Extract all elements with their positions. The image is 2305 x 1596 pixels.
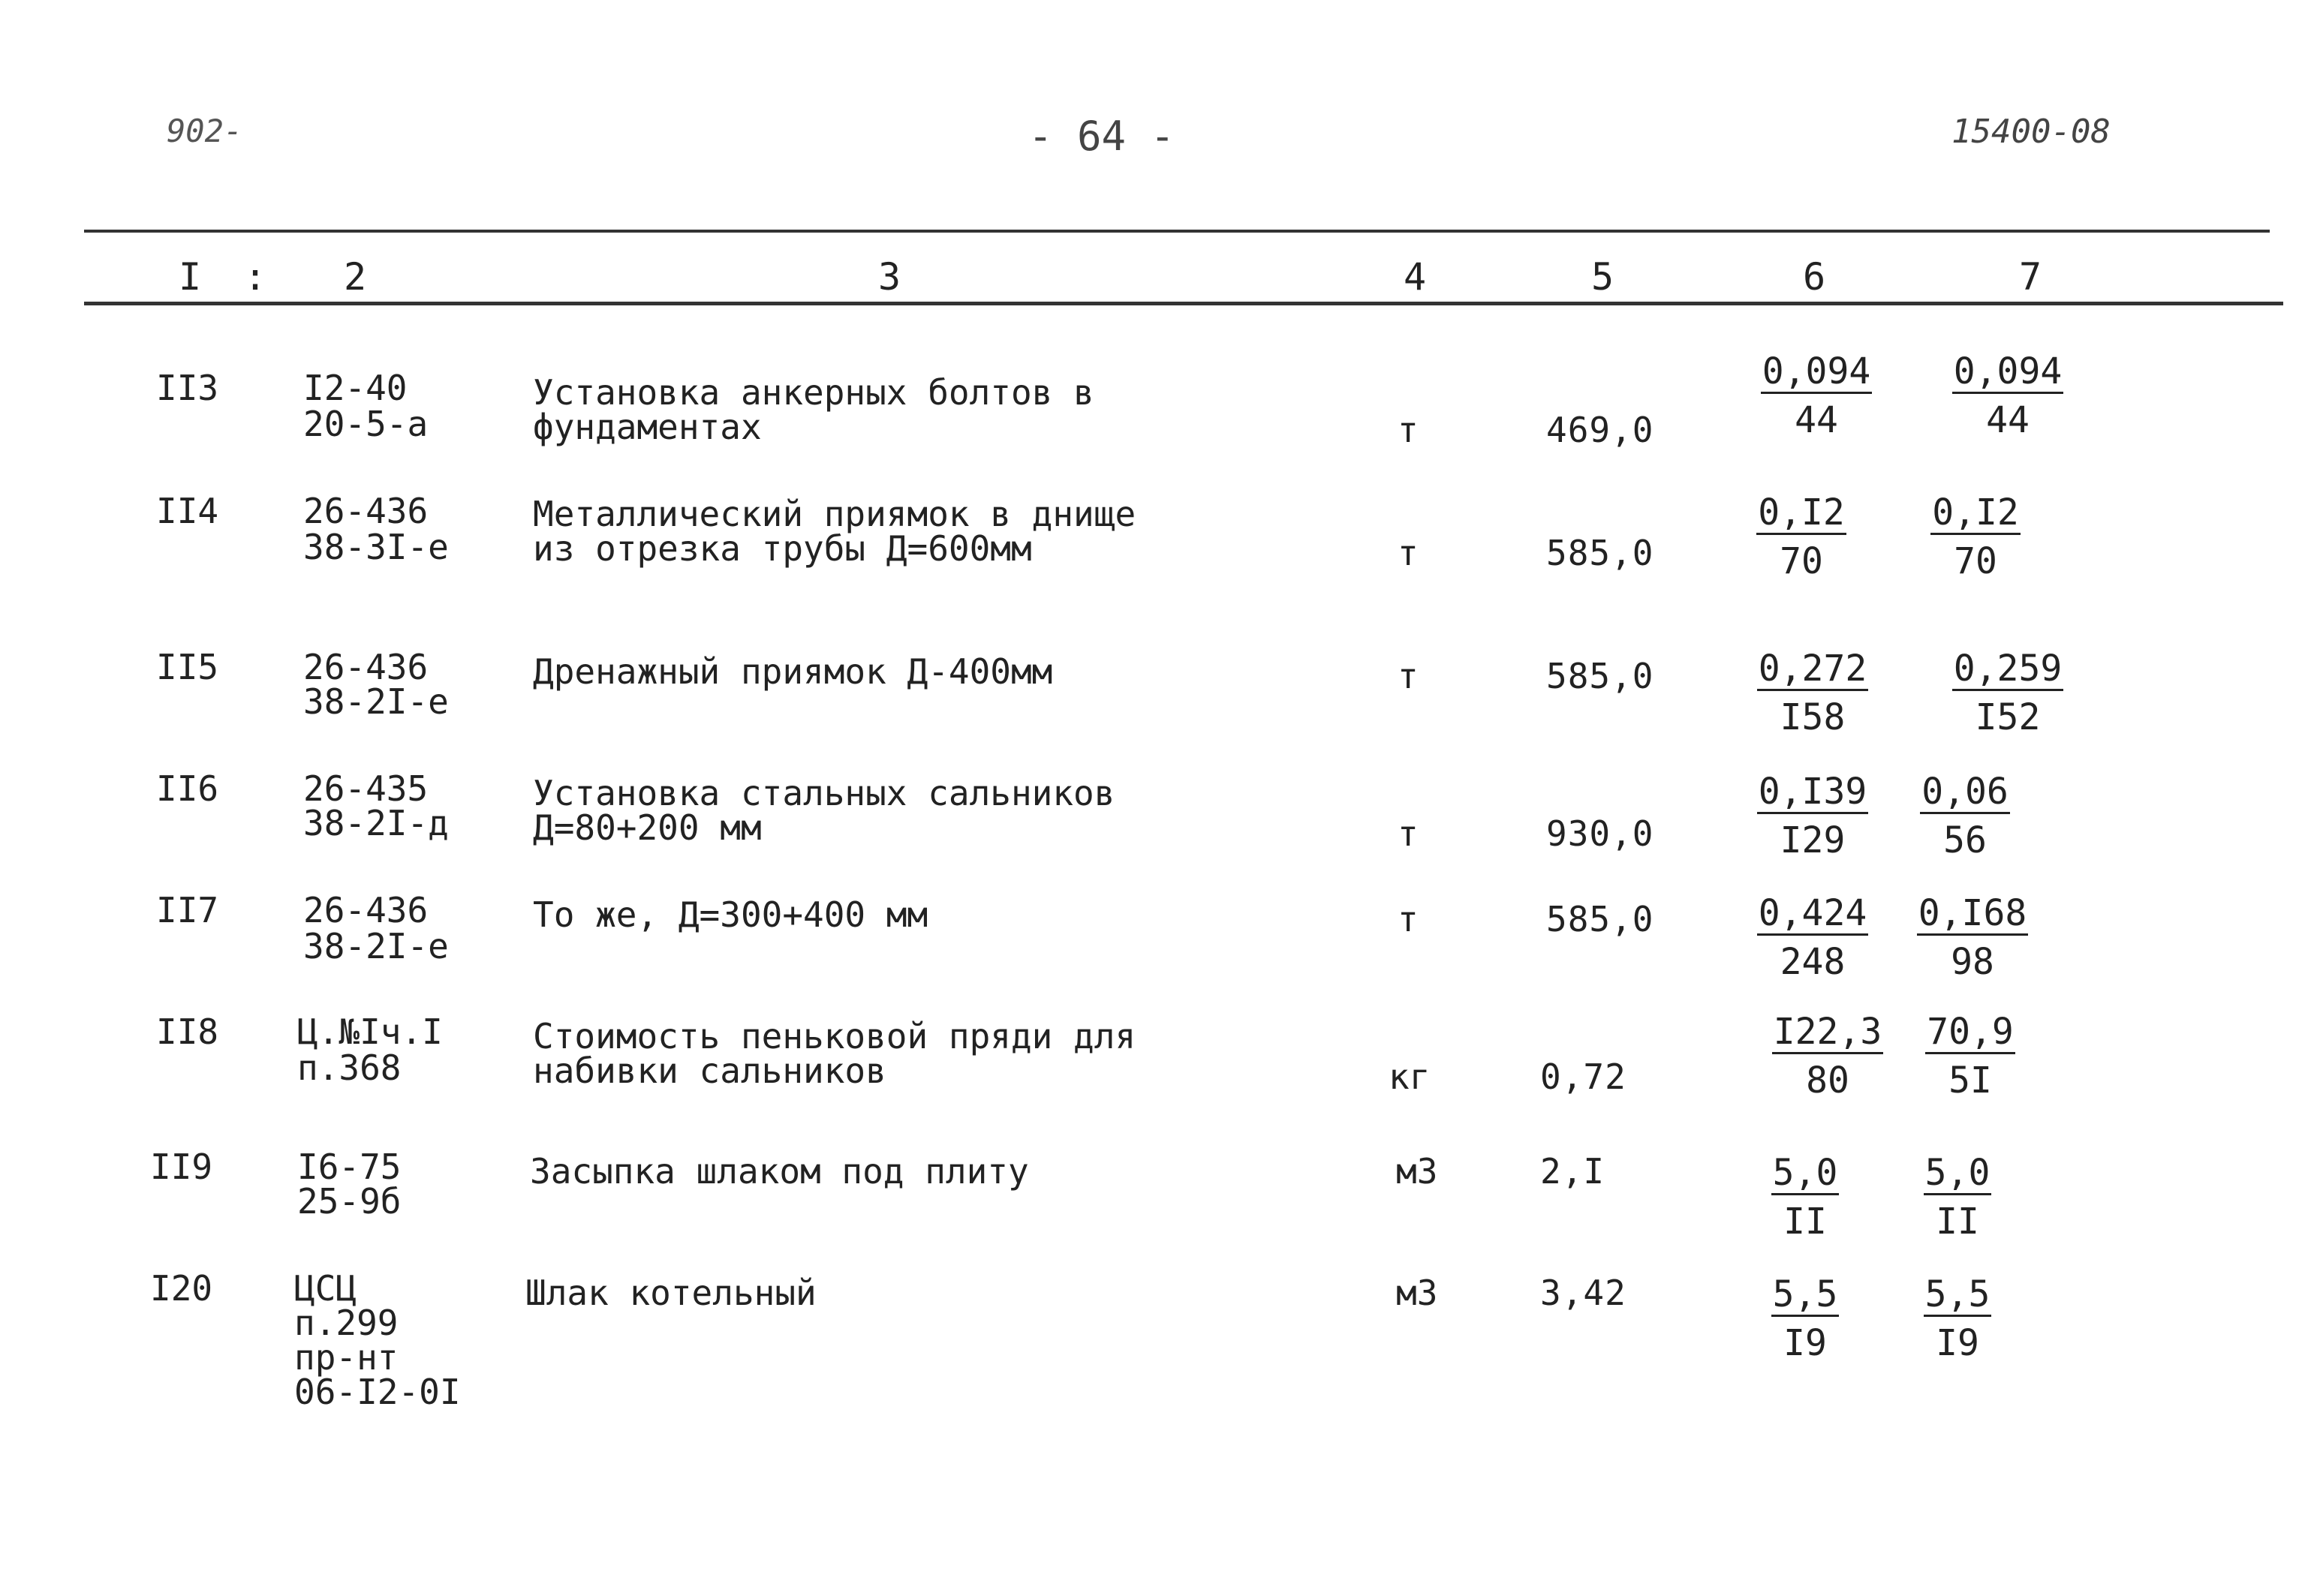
- col6-value: [1738, 650, 1888, 736]
- norm-code: 25-9б: [297, 1181, 402, 1222]
- work-description: Установка стальных сальников: [533, 773, 1115, 813]
- col7-numerator: 5,5: [1924, 1273, 1991, 1315]
- row-number: II3: [156, 368, 219, 408]
- col6-numerator: 0,I2: [1758, 491, 1845, 534]
- unit: м3: [1396, 1273, 1438, 1313]
- col6-denominator: I29: [1780, 819, 1846, 861]
- col7-denominator: II: [1936, 1201, 1979, 1243]
- col6-denominator: 44: [1795, 399, 1838, 441]
- unit-price: 585,0: [1546, 899, 1654, 939]
- col6-denominator: 80: [1806, 1059, 1849, 1102]
- col6-numerator: 0,094: [1762, 350, 1871, 392]
- norm-code: 38-3I-е: [303, 527, 449, 567]
- col-header-sep: :: [244, 255, 267, 299]
- col6-numerator: 5,5: [1772, 1273, 1838, 1315]
- row-number: II5: [156, 647, 219, 687]
- unit-price: 930,0: [1546, 813, 1654, 854]
- col7-denominator: 70: [1954, 540, 1997, 582]
- work-description: Засыпка шлаком под плиту: [530, 1151, 1029, 1192]
- col7-value: [1897, 773, 2033, 859]
- unit-price: 585,0: [1546, 656, 1654, 696]
- page-number: - 64 -: [1028, 113, 1175, 160]
- unit: кг: [1389, 1056, 1431, 1097]
- col7-value: [1903, 1011, 2038, 1102]
- col7-numerator: 0,06: [1921, 771, 2009, 813]
- col-header-7: 7: [2019, 255, 2042, 299]
- col7-denominator: 44: [1986, 399, 2030, 441]
- work-description: фундаментах: [533, 407, 762, 447]
- unit: т: [1398, 656, 1419, 696]
- work-description: Д=80+200 мм: [533, 807, 762, 848]
- norm-code: п.299: [294, 1303, 399, 1343]
- norm-code: 06-I2-0I: [294, 1372, 461, 1412]
- norm-code: I6-75: [297, 1147, 402, 1187]
- col-header-6: 6: [1803, 255, 1826, 299]
- unit: м3: [1396, 1151, 1438, 1192]
- col6-denominator: 248: [1780, 941, 1846, 983]
- col6-value: [1741, 350, 1891, 441]
- col6-denominator: 70: [1780, 540, 1823, 582]
- work-description: Металлический приямок в днище: [533, 494, 1136, 534]
- norm-code: 38-2I-е: [303, 926, 449, 966]
- norm-code: ЦСЦ: [294, 1268, 357, 1309]
- col7-numerator: 0,I2: [1932, 491, 2019, 534]
- work-description: Стоимость пеньковой пряди для: [533, 1016, 1136, 1056]
- work-description: из отрезка трубы Д=600мм: [533, 528, 1032, 569]
- norm-code: 26-436: [303, 491, 429, 531]
- col-header-5: 5: [1591, 255, 1614, 299]
- col-header-1: I: [179, 255, 202, 299]
- unit: т: [1398, 533, 1419, 573]
- norm-code: п.368: [297, 1047, 402, 1088]
- row-number: II4: [156, 491, 219, 531]
- col7-denominator: 5I: [1948, 1059, 1992, 1102]
- norm-code: Ц.№Iч.I: [297, 1011, 443, 1052]
- col7-value: [1897, 1273, 2018, 1364]
- col-header-2: 2: [344, 255, 367, 299]
- col6-denominator: I58: [1780, 696, 1846, 738]
- col6-numerator: I22,3: [1773, 1011, 1882, 1053]
- doc-code-right: 15400-08: [1951, 113, 2111, 151]
- col7-numerator: 0,259: [1953, 648, 2063, 690]
- row-number: II8: [156, 1011, 219, 1052]
- col7-numerator: 0,I68: [1918, 892, 2027, 934]
- col7-value: [1897, 1152, 2018, 1243]
- norm-code: I2-40: [303, 368, 408, 408]
- unit-price: 3,42: [1540, 1273, 1626, 1313]
- work-description: То же, Д=300+400 мм: [533, 894, 928, 935]
- col6-denominator: II: [1783, 1201, 1827, 1243]
- col7-numerator: 0,094: [1953, 350, 2063, 392]
- work-description: набивки сальников: [533, 1050, 886, 1091]
- unit-price: 469,0: [1546, 410, 1654, 450]
- row-number: II6: [156, 768, 219, 809]
- col6-numerator: 0,I39: [1758, 771, 1867, 813]
- unit-price: 2,I: [1540, 1151, 1605, 1192]
- norm-code: 26-436: [303, 890, 429, 930]
- unit: т: [1398, 813, 1419, 854]
- work-description: Шлак котельный: [525, 1273, 817, 1313]
- col7-numerator: 5,0: [1924, 1152, 1991, 1194]
- col6-value: [1753, 1011, 1903, 1102]
- norm-code: 20-5-а: [303, 404, 429, 444]
- col7-value: [1900, 491, 2051, 582]
- unit: т: [1398, 899, 1419, 939]
- work-description: Дренажный приямок Д-400мм: [533, 651, 1053, 692]
- row-number: I20: [150, 1268, 213, 1309]
- col6-value: [1738, 773, 1888, 859]
- col6-numerator: 5,0: [1772, 1152, 1838, 1194]
- row-number: II9: [150, 1147, 213, 1187]
- col6-value: [1738, 894, 1888, 981]
- unit-price: 585,0: [1546, 533, 1654, 573]
- doc-code-left: 902-: [167, 113, 243, 149]
- col6-numerator: 0,424: [1758, 892, 1867, 934]
- col-header-3: 3: [878, 255, 901, 299]
- norm-code: 26-435: [303, 768, 429, 809]
- col7-denominator: I9: [1936, 1322, 1979, 1364]
- unit-price: 0,72: [1540, 1056, 1626, 1097]
- col6-value: [1745, 1273, 1865, 1364]
- row-number: II7: [156, 890, 219, 930]
- col7-denominator: 98: [1951, 941, 1994, 983]
- col7-value: [1897, 894, 2048, 981]
- norm-code: пр-нт: [294, 1337, 399, 1378]
- col7-value: [1933, 650, 2083, 736]
- work-description: Установка анкерных болтов в: [533, 372, 1094, 413]
- table-header-rule: [84, 302, 2283, 305]
- col6-denominator: I9: [1783, 1322, 1827, 1364]
- norm-code: 38-2I-е: [303, 681, 449, 722]
- col6-numerator: 0,272: [1758, 648, 1867, 690]
- col6-value: [1726, 491, 1876, 582]
- col7-value: [1933, 350, 2083, 441]
- col-header-4: 4: [1404, 255, 1427, 299]
- table-top-rule: [84, 230, 2270, 233]
- col6-value: [1745, 1152, 1865, 1243]
- norm-code: 26-436: [303, 647, 429, 687]
- norm-code: 38-2I-д: [303, 803, 449, 843]
- col7-denominator: I52: [1975, 696, 2041, 738]
- col7-denominator: 56: [1943, 819, 1987, 861]
- col7-numerator: 70,9: [1927, 1011, 2014, 1053]
- unit: т: [1398, 410, 1419, 450]
